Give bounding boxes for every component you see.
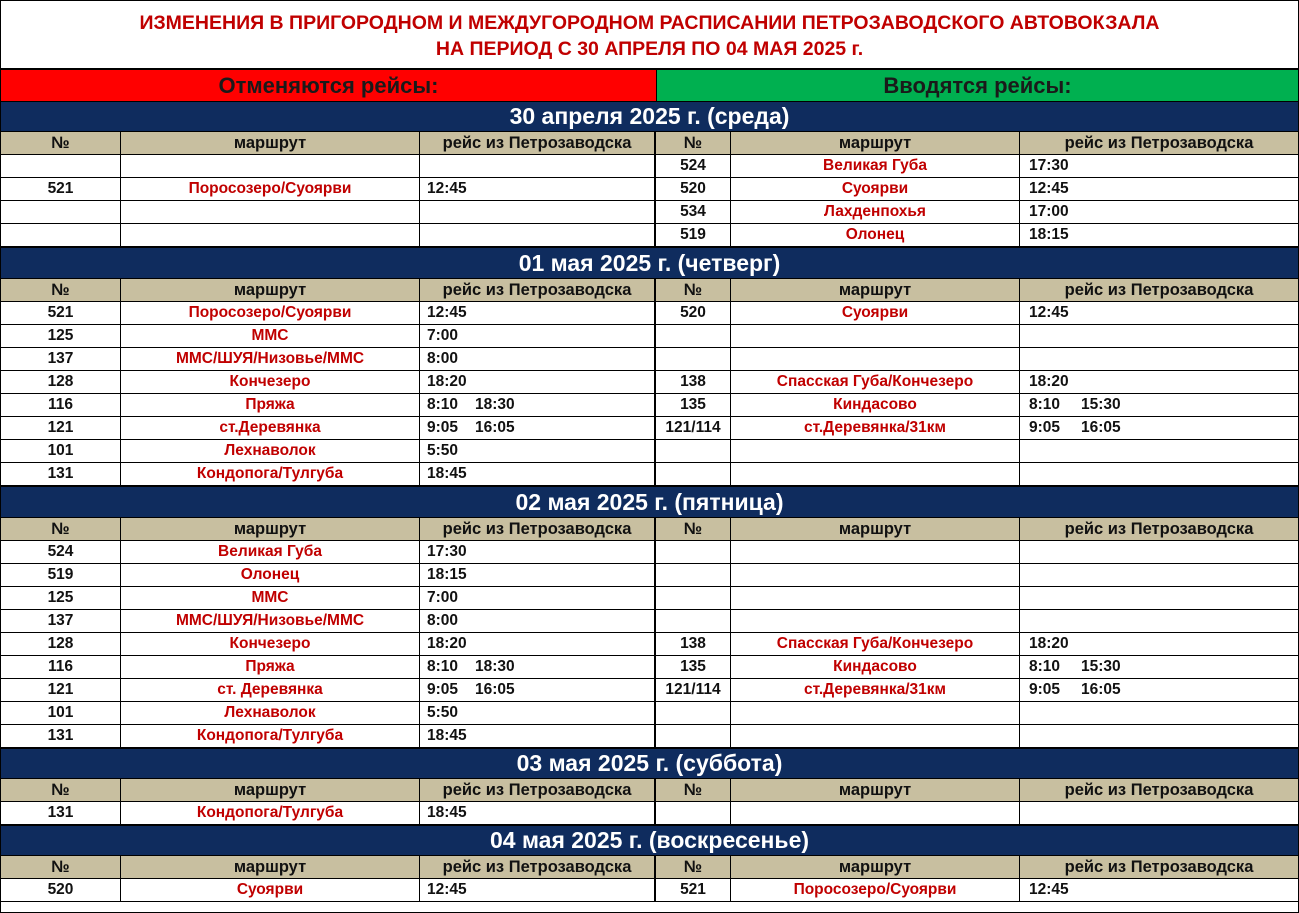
departure-time: 8:10	[427, 658, 459, 675]
route-name: ММС/ШУЯ/Низовье/ММС	[121, 348, 420, 371]
departure-time: 12:45	[427, 881, 467, 898]
departure-time-cell	[1020, 302, 1298, 325]
cancelled-num-header: №	[1, 856, 121, 879]
table-row	[1, 656, 1298, 679]
route-name	[731, 440, 1020, 463]
cancelled-num-header: №	[1, 279, 121, 302]
route-number	[656, 463, 731, 486]
route-number: 131	[1, 463, 121, 486]
route-number: 135	[656, 656, 731, 679]
table-row	[1, 725, 1298, 748]
route-name: ст.Деревянка	[121, 417, 420, 440]
cancelled-num-header: №	[1, 518, 121, 541]
added-time-header: рейс из Петрозаводска	[1020, 279, 1298, 302]
cancelled-time-header: рейс из Петрозаводска	[420, 132, 656, 155]
table-row	[1, 587, 1298, 610]
departure-time: 9:05	[1029, 681, 1061, 698]
route-number	[656, 440, 731, 463]
departure-time-cell	[1020, 463, 1298, 486]
route-number: 128	[1, 633, 121, 656]
route-number: 131	[1, 725, 121, 748]
column-header-row	[1, 518, 1298, 541]
route-name: Пряжа	[121, 394, 420, 417]
departure-time-cell	[420, 802, 656, 825]
cancelled-route-header: маршрут	[121, 856, 420, 879]
departure-time: 8:10	[1029, 396, 1061, 413]
added-time-header: рейс из Петрозаводска	[1020, 132, 1298, 155]
route-number: 128	[1, 371, 121, 394]
table-row	[1, 802, 1298, 825]
route-number: 519	[656, 224, 731, 247]
departure-time: 18:15	[1029, 226, 1069, 243]
added-banner: Вводятся рейсы:	[657, 70, 1298, 101]
route-number	[656, 725, 731, 748]
table-row	[1, 679, 1298, 702]
route-name	[731, 802, 1020, 825]
column-header-row	[1, 856, 1298, 879]
day-header: 04 мая 2025 г. (воскресенье)	[1, 825, 1298, 856]
route-name	[731, 348, 1020, 371]
route-number: 138	[656, 371, 731, 394]
added-num-header: №	[656, 518, 731, 541]
route-number	[1, 155, 121, 178]
departure-time-cell	[420, 541, 656, 564]
departure-time: 5:50	[427, 704, 459, 721]
departure-time-cell	[1020, 702, 1298, 725]
departure-time-cell	[420, 371, 656, 394]
route-name	[731, 463, 1020, 486]
route-number	[656, 348, 731, 371]
departure-time-cell	[420, 610, 656, 633]
route-number: 116	[1, 394, 121, 417]
table-row	[1, 417, 1298, 440]
route-name	[731, 702, 1020, 725]
cancelled-time-header: рейс из Петрозаводска	[420, 518, 656, 541]
column-header-row	[1, 279, 1298, 302]
route-name: Лехнаволок	[121, 702, 420, 725]
departure-time: 15:30	[1081, 658, 1121, 675]
route-number: 520	[656, 178, 731, 201]
table-row	[1, 633, 1298, 656]
route-number: 524	[656, 155, 731, 178]
departure-time-cell	[1020, 802, 1298, 825]
departure-time-cell	[1020, 440, 1298, 463]
route-name	[731, 541, 1020, 564]
route-name	[731, 610, 1020, 633]
cancelled-time-header: рейс из Петрозаводска	[420, 779, 656, 802]
departure-time: 8:10	[1029, 658, 1061, 675]
departure-time-cell	[420, 725, 656, 748]
table-row	[1, 879, 1298, 902]
table-row	[1, 463, 1298, 486]
departure-time-cell	[420, 564, 656, 587]
table-row	[1, 201, 1298, 224]
departure-time-cell	[420, 155, 656, 178]
cancelled-time-header: рейс из Петрозаводска	[420, 856, 656, 879]
departure-time-cell	[420, 879, 656, 902]
departure-time-cell	[1020, 155, 1298, 178]
route-name: ММС/ШУЯ/Низовье/ММС	[121, 610, 420, 633]
route-name: Киндасово	[731, 394, 1020, 417]
departure-time-cell	[1020, 879, 1298, 902]
cancelled-route-header: маршрут	[121, 779, 420, 802]
departure-time: 17:30	[1029, 157, 1069, 174]
departure-time: 16:05	[475, 681, 515, 698]
route-number: 138	[656, 633, 731, 656]
route-name: Поросозеро/Суоярви	[121, 178, 420, 201]
departure-time-cell	[1020, 541, 1298, 564]
departure-time-cell	[1020, 394, 1298, 417]
page-title	[1, 1, 1298, 70]
route-number: 121	[1, 679, 121, 702]
route-name: ст.Деревянка/31км	[731, 417, 1020, 440]
departure-time: 18:20	[427, 373, 467, 390]
route-number: 521	[1, 302, 121, 325]
table-row	[1, 702, 1298, 725]
route-number: 137	[1, 610, 121, 633]
route-number: 121/114	[656, 679, 731, 702]
departure-time: 18:45	[427, 465, 467, 482]
route-name: Олонец	[731, 224, 1020, 247]
route-name: Кончезеро	[121, 633, 420, 656]
route-name: Киндасово	[731, 656, 1020, 679]
section-banner	[1, 70, 1298, 101]
departure-time-cell	[1020, 348, 1298, 371]
departure-time-cell	[420, 656, 656, 679]
title-line-1: ИЗМЕНЕНИЯ В ПРИГОРОДНОМ И МЕЖДУГОРОДНОМ РАСПИСАНИИ ПЕТРОЗАВОДСКОГО АВТОВОКЗАЛА	[139, 12, 1160, 34]
table-row	[1, 564, 1298, 587]
departure-time: 16:05	[1081, 681, 1121, 698]
route-name: Лехнаволок	[121, 440, 420, 463]
route-number: 524	[1, 541, 121, 564]
departure-time: 12:45	[1029, 180, 1069, 197]
added-time-header: рейс из Петрозаводска	[1020, 779, 1298, 802]
route-number: 534	[656, 201, 731, 224]
route-name: Кончезеро	[121, 371, 420, 394]
added-time-header: рейс из Петрозаводска	[1020, 518, 1298, 541]
departure-time: 8:00	[427, 350, 459, 367]
departure-time-cell	[420, 463, 656, 486]
departure-time: 17:00	[1029, 203, 1069, 220]
route-name: Суоярви	[731, 178, 1020, 201]
route-name: ст. Деревянка	[121, 679, 420, 702]
departure-time: 7:00	[427, 327, 459, 344]
departure-time-cell	[1020, 417, 1298, 440]
cancelled-route-header: маршрут	[121, 132, 420, 155]
table-row	[1, 224, 1298, 247]
departure-time-cell	[1020, 587, 1298, 610]
added-num-header: №	[656, 856, 731, 879]
cancelled-banner: Отменяются рейсы:	[1, 70, 657, 101]
route-number: 121	[1, 417, 121, 440]
route-name: ММС	[121, 325, 420, 348]
days-container	[1, 101, 1298, 902]
table-row	[1, 440, 1298, 463]
route-number	[656, 564, 731, 587]
route-name	[731, 587, 1020, 610]
route-name	[731, 564, 1020, 587]
departure-time: 9:05	[427, 419, 459, 436]
route-name: ММС	[121, 587, 420, 610]
cancelled-route-header: маршрут	[121, 279, 420, 302]
day-header: 02 мая 2025 г. (пятница)	[1, 486, 1298, 518]
departure-time: 7:00	[427, 589, 459, 606]
table-row	[1, 541, 1298, 564]
departure-time: 12:45	[1029, 304, 1069, 321]
table-row	[1, 155, 1298, 178]
departure-time-cell	[1020, 656, 1298, 679]
added-route-header: маршрут	[731, 856, 1020, 879]
departure-time: 18:45	[427, 727, 467, 744]
route-number: 137	[1, 348, 121, 371]
route-name: Кондопога/Тулгуба	[121, 463, 420, 486]
departure-time-cell	[1020, 371, 1298, 394]
route-number: 520	[656, 302, 731, 325]
departure-time-cell	[1020, 224, 1298, 247]
departure-time-cell	[420, 302, 656, 325]
route-name: Суоярви	[121, 879, 420, 902]
departure-time: 18:20	[427, 635, 467, 652]
route-name: Лахденпохья	[731, 201, 1020, 224]
departure-time: 12:45	[427, 304, 467, 321]
route-name	[731, 725, 1020, 748]
departure-time-cell	[420, 224, 656, 247]
route-name	[121, 201, 420, 224]
route-name: Пряжа	[121, 656, 420, 679]
cancelled-time-header: рейс из Петрозаводска	[420, 279, 656, 302]
route-number	[656, 587, 731, 610]
route-number: 521	[656, 879, 731, 902]
cancelled-num-header: №	[1, 779, 121, 802]
route-number: 125	[1, 325, 121, 348]
departure-time-cell	[1020, 564, 1298, 587]
route-name: ст.Деревянка/31км	[731, 679, 1020, 702]
added-num-header: №	[656, 279, 731, 302]
departure-time: 8:00	[427, 612, 459, 629]
table-row	[1, 394, 1298, 417]
route-number: 519	[1, 564, 121, 587]
route-name: Кондопога/Тулгуба	[121, 802, 420, 825]
departure-time-cell	[1020, 610, 1298, 633]
departure-time: 12:45	[1029, 881, 1069, 898]
departure-time-cell	[420, 325, 656, 348]
departure-time: 18:30	[475, 396, 515, 413]
cancelled-num-header: №	[1, 132, 121, 155]
route-name: Великая Губа	[731, 155, 1020, 178]
departure-time-cell	[420, 201, 656, 224]
column-header-row	[1, 779, 1298, 802]
title-line-2: НА ПЕРИОД С 30 АПРЕЛЯ ПО 04 МАЯ 2025 г.	[435, 38, 864, 60]
departure-time-cell	[1020, 201, 1298, 224]
route-number	[1, 201, 121, 224]
route-name: Спасская Губа/Кончезеро	[731, 633, 1020, 656]
departure-time: 18:20	[1029, 635, 1069, 652]
route-name: Спасская Губа/Кончезеро	[731, 371, 1020, 394]
table-row	[1, 325, 1298, 348]
departure-time: 5:50	[427, 442, 459, 459]
route-number: 135	[656, 394, 731, 417]
route-number	[656, 802, 731, 825]
route-name	[731, 325, 1020, 348]
departure-time-cell	[420, 178, 656, 201]
route-name: Кондопога/Тулгуба	[121, 725, 420, 748]
route-number	[1, 224, 121, 247]
route-number: 125	[1, 587, 121, 610]
departure-time-cell	[1020, 725, 1298, 748]
route-number: 101	[1, 440, 121, 463]
table-row	[1, 302, 1298, 325]
day-header: 01 мая 2025 г. (четверг)	[1, 247, 1298, 279]
added-route-header: маршрут	[731, 132, 1020, 155]
route-number	[656, 541, 731, 564]
column-header-row	[1, 132, 1298, 155]
departure-time: 18:20	[1029, 373, 1069, 390]
departure-time: 18:15	[427, 566, 467, 583]
departure-time: 12:45	[427, 180, 467, 197]
day-header: 03 мая 2025 г. (суббота)	[1, 748, 1298, 779]
route-name	[121, 155, 420, 178]
departure-time-cell	[1020, 178, 1298, 201]
departure-time-cell	[420, 348, 656, 371]
route-number: 101	[1, 702, 121, 725]
table-row	[1, 610, 1298, 633]
departure-time: 17:30	[427, 543, 467, 560]
departure-time-cell	[420, 679, 656, 702]
route-name: Суоярви	[731, 302, 1020, 325]
departure-time-cell	[1020, 679, 1298, 702]
table-row	[1, 348, 1298, 371]
added-num-header: №	[656, 132, 731, 155]
departure-time-cell	[420, 587, 656, 610]
added-route-header: маршрут	[731, 779, 1020, 802]
added-time-header: рейс из Петрозаводска	[1020, 856, 1298, 879]
route-number	[656, 610, 731, 633]
departure-time: 18:45	[427, 804, 467, 821]
route-number: 131	[1, 802, 121, 825]
route-name: Поросозеро/Суоярви	[731, 879, 1020, 902]
route-number: 116	[1, 656, 121, 679]
departure-time-cell	[420, 702, 656, 725]
route-number: 520	[1, 879, 121, 902]
day-header: 30 апреля 2025 г. (среда)	[1, 101, 1298, 132]
departure-time: 9:05	[1029, 419, 1061, 436]
cancelled-route-header: маршрут	[121, 518, 420, 541]
added-num-header: №	[656, 779, 731, 802]
route-name: Поросозеро/Суоярви	[121, 302, 420, 325]
added-route-header: маршрут	[731, 279, 1020, 302]
table-row	[1, 371, 1298, 394]
departure-time: 8:10	[427, 396, 459, 413]
added-route-header: маршрут	[731, 518, 1020, 541]
departure-time: 16:05	[475, 419, 515, 436]
departure-time: 18:30	[475, 658, 515, 675]
route-name	[121, 224, 420, 247]
departure-time-cell	[420, 417, 656, 440]
departure-time: 9:05	[427, 681, 459, 698]
departure-time-cell	[1020, 633, 1298, 656]
table-row	[1, 178, 1298, 201]
departure-time-cell	[1020, 325, 1298, 348]
departure-time: 16:05	[1081, 419, 1121, 436]
route-number	[656, 702, 731, 725]
route-number	[656, 325, 731, 348]
departure-time-cell	[420, 633, 656, 656]
route-name: Великая Губа	[121, 541, 420, 564]
departure-time-cell	[420, 394, 656, 417]
departure-time-cell	[420, 440, 656, 463]
route-name: Олонец	[121, 564, 420, 587]
route-number: 521	[1, 178, 121, 201]
departure-time: 15:30	[1081, 396, 1121, 413]
route-number: 121/114	[656, 417, 731, 440]
